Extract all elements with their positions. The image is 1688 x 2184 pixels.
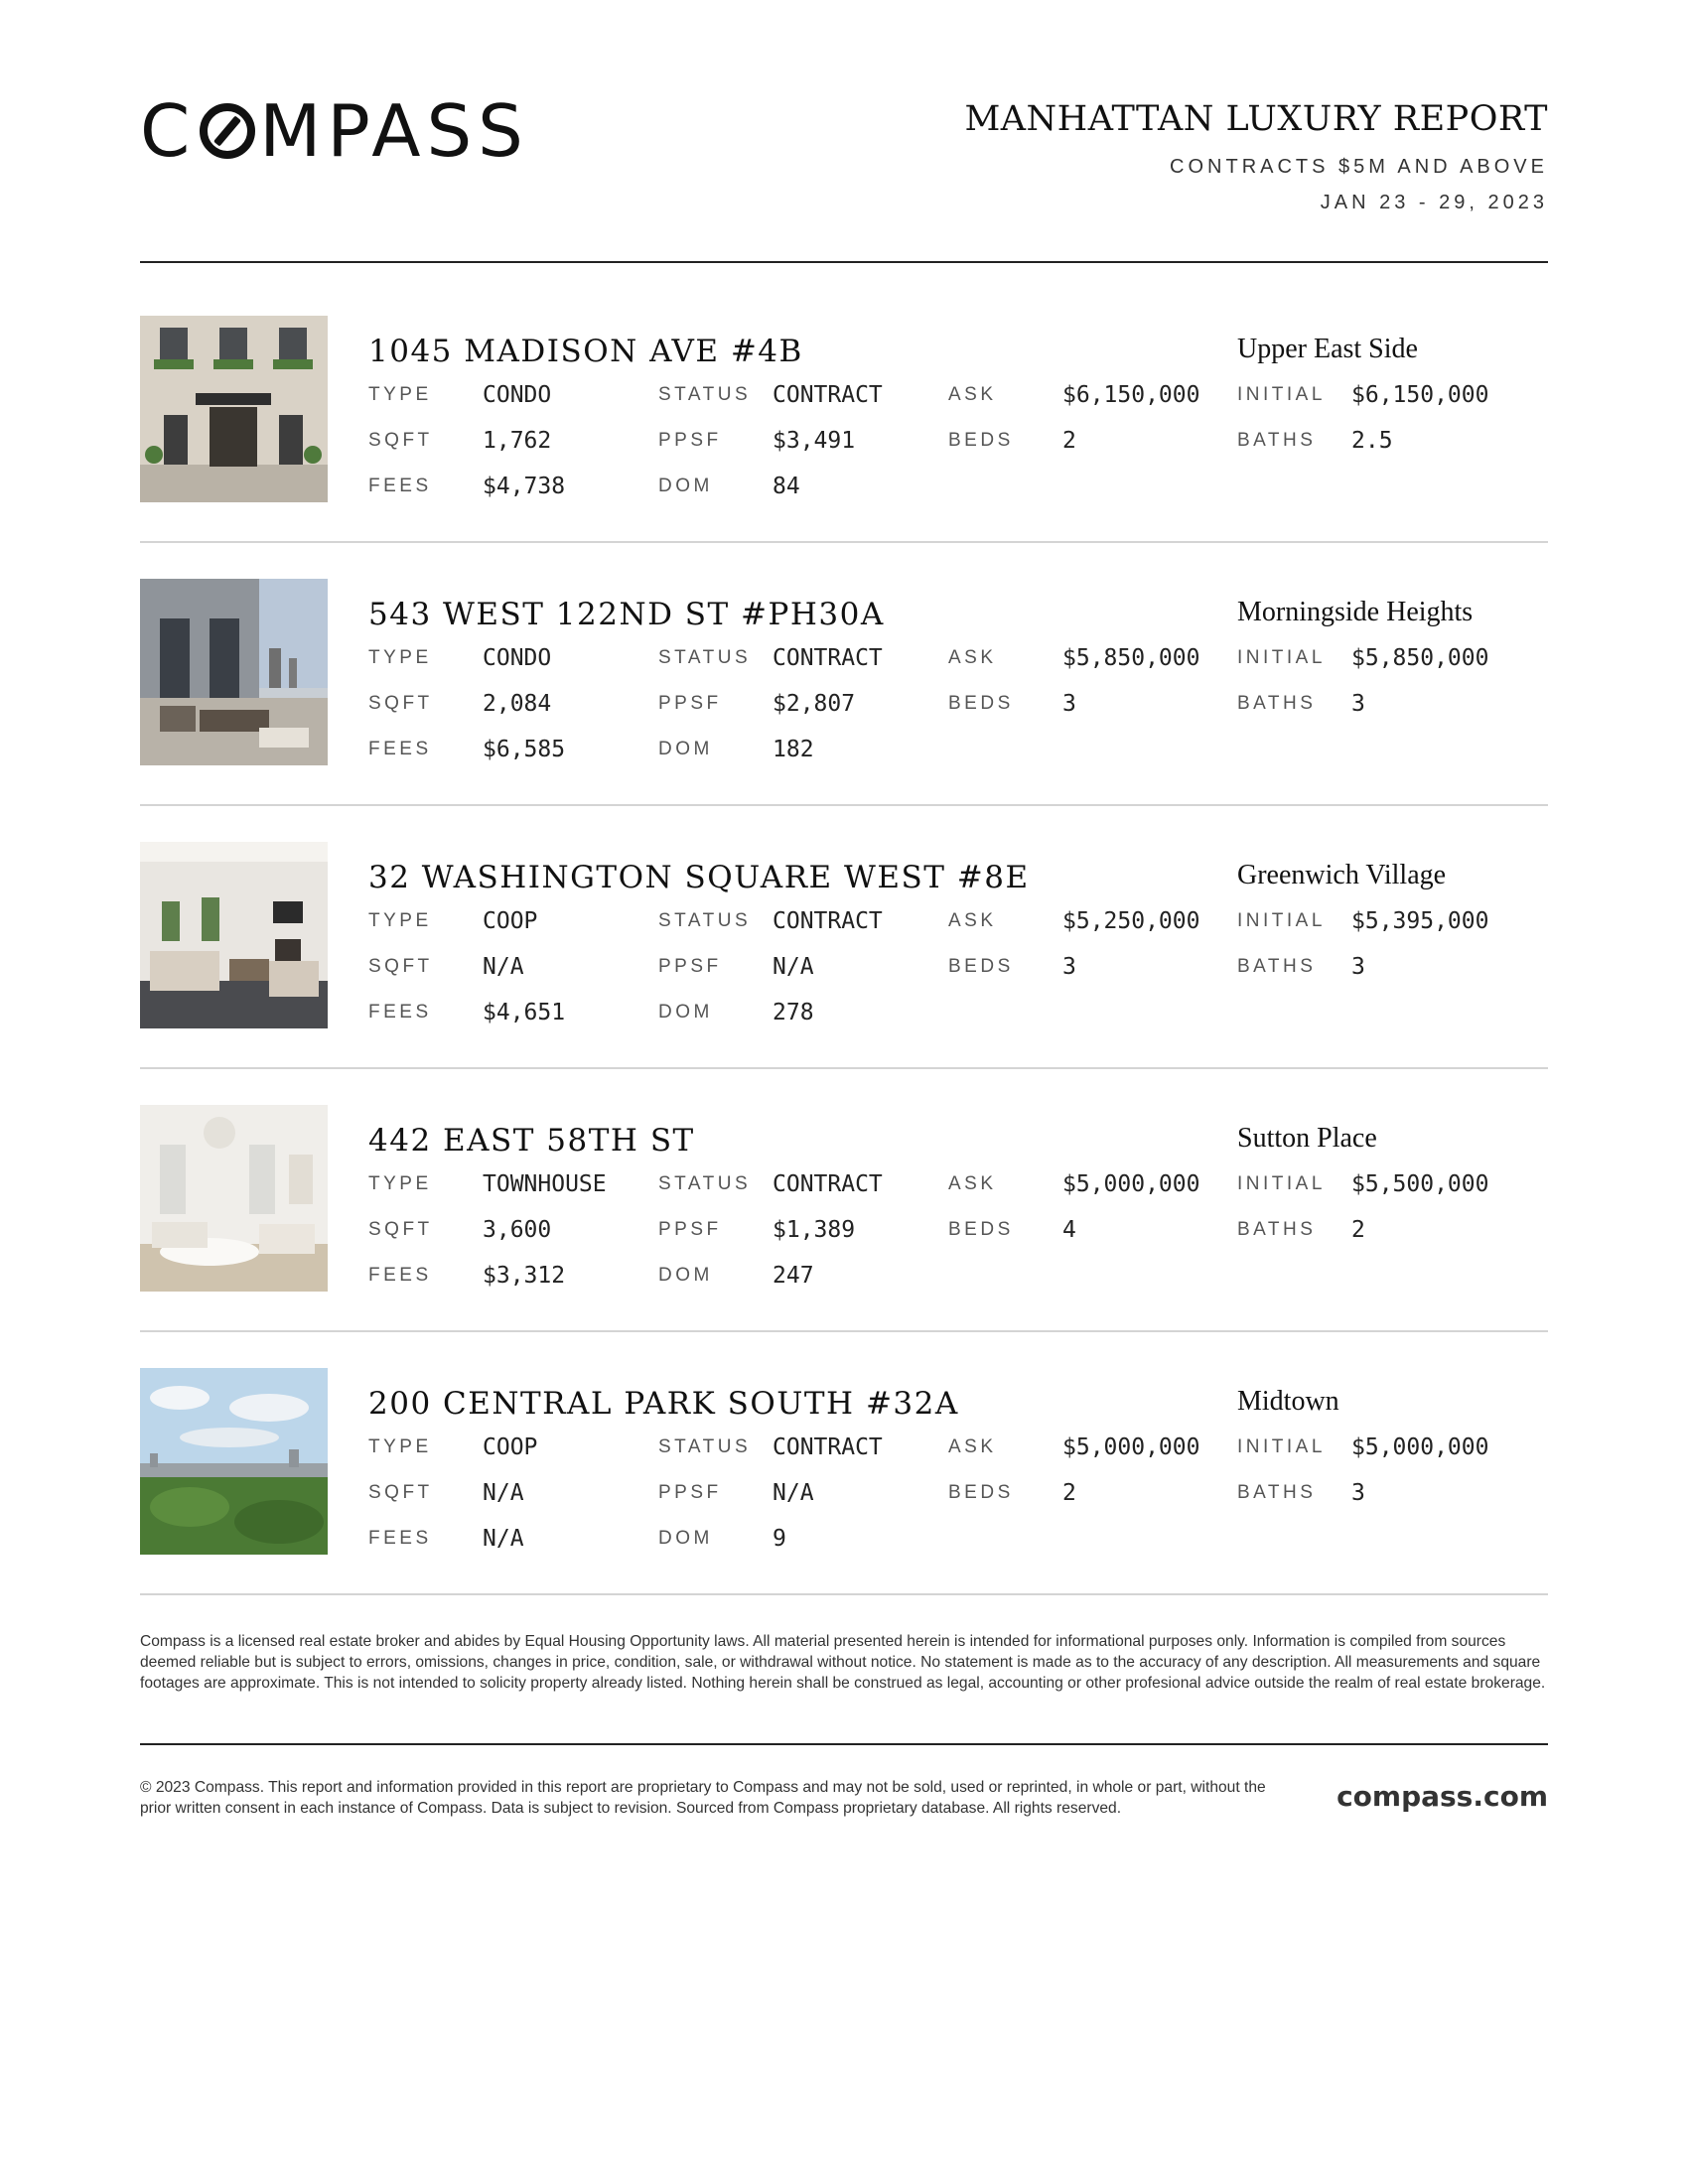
type-value: COOP [483, 1434, 538, 1460]
listing-neighborhood: Greenwich Village [1237, 860, 1447, 890]
initial-value: $5,500,000 [1351, 1171, 1489, 1197]
ask-value: $5,000,000 [1062, 1434, 1200, 1460]
fees-label: FEES [368, 739, 432, 759]
dom-label: DOM [658, 1265, 713, 1286]
dom-value: 182 [773, 737, 814, 762]
beds-value: 2 [1062, 1480, 1076, 1506]
baths-label: BATHS [1237, 430, 1317, 451]
beds-label: BEDS [948, 430, 1014, 451]
legal-disclaimer: Compass is a licensed real estate broker and abides by Equal Housing Opportunity laws. All material presented herein is intended for informational purposes only. Information is compiled from sources deemed reliable but is subject to errors, omissions, changes in price, condition, sale, or withdrawal without notice. No statement is made as to the accuracy of any description. All measurements and square footages are approximate. This is not intended to solicity property already listed. Nothing herein shall be construed as legal, accounting or other profesional advice outside the realm of real estate brokerage. [140, 1633, 1546, 1692]
type-label: TYPE [368, 384, 432, 405]
initial-value: $5,395,000 [1351, 908, 1489, 934]
listing-card [140, 1069, 1548, 1332]
compass-logo: C MPASS [140, 89, 529, 173]
ask-label: ASK [948, 1436, 997, 1457]
dom-label: DOM [658, 476, 713, 496]
status-label: STATUS [658, 384, 752, 405]
baths-value: 3 [1351, 691, 1365, 717]
fees-value: $4,738 [483, 474, 566, 499]
type-value: TOWNHOUSE [483, 1171, 607, 1197]
ask-label: ASK [948, 647, 997, 668]
fees-label: FEES [368, 1002, 432, 1023]
dom-value: 9 [773, 1526, 786, 1552]
report-subtitle: CONTRACTS $5M AND ABOVE [1170, 156, 1548, 178]
sqft-label: SQFT [368, 430, 433, 451]
status-value: CONTRACT [773, 908, 883, 934]
website-link[interactable]: compass.com [1336, 1780, 1548, 1813]
listing-divider [140, 1593, 1548, 1595]
status-label: STATUS [658, 1436, 752, 1457]
baths-value: 2.5 [1351, 428, 1393, 454]
fees-label: FEES [368, 1265, 432, 1286]
initial-label: INITIAL [1237, 1173, 1326, 1194]
baths-value: 2 [1351, 1217, 1365, 1243]
fees-label: FEES [368, 1528, 432, 1549]
listing-neighborhood: Sutton Place [1237, 1123, 1377, 1154]
baths-value: 3 [1351, 954, 1365, 980]
sqft-value: 2,084 [483, 691, 552, 717]
beds-value: 3 [1062, 954, 1076, 980]
ask-label: ASK [948, 384, 997, 405]
ask-label: ASK [948, 1173, 997, 1194]
beds-value: 3 [1062, 691, 1076, 717]
type-label: TYPE [368, 910, 432, 931]
status-label: STATUS [658, 910, 752, 931]
type-value: CONDO [483, 382, 552, 408]
initial-label: INITIAL [1237, 647, 1326, 668]
sqft-value: N/A [483, 1480, 524, 1506]
compass-o-icon [200, 103, 255, 159]
fees-value: $3,312 [483, 1263, 566, 1289]
status-label: STATUS [658, 1173, 752, 1194]
initial-value: $6,150,000 [1351, 382, 1489, 408]
dom-value: 247 [773, 1263, 814, 1289]
sqft-value: N/A [483, 954, 524, 980]
header-divider [140, 261, 1548, 263]
status-label: STATUS [658, 647, 752, 668]
listing-address: 442 EAST 58TH ST [368, 1123, 695, 1159]
listing-photo [140, 1368, 328, 1555]
ppsf-label: PPSF [658, 1482, 722, 1503]
listing-neighborhood: Upper East Side [1237, 334, 1418, 364]
initial-label: INITIAL [1237, 1436, 1326, 1457]
beds-label: BEDS [948, 1482, 1014, 1503]
fees-value: $4,651 [483, 1000, 566, 1025]
ppsf-value: N/A [773, 1480, 814, 1506]
dom-label: DOM [658, 1002, 713, 1023]
ask-value: $6,150,000 [1062, 382, 1200, 408]
listing-address: 1045 MADISON AVE #4B [368, 334, 803, 369]
listing-photo [140, 316, 328, 502]
beds-value: 2 [1062, 428, 1076, 454]
listing-card [140, 280, 1548, 543]
beds-label: BEDS [948, 956, 1014, 977]
listing-neighborhood: Midtown [1237, 1386, 1339, 1417]
sqft-label: SQFT [368, 956, 433, 977]
footer-divider [140, 1743, 1548, 1745]
listing-card [140, 543, 1548, 806]
listing-card [140, 806, 1548, 1069]
listing-address: 543 WEST 122ND ST #PH30A [368, 597, 885, 632]
sqft-value: 3,600 [483, 1217, 552, 1243]
listing-address: 200 CENTRAL PARK SOUTH #32A [368, 1386, 959, 1422]
baths-value: 3 [1351, 1480, 1365, 1506]
baths-label: BATHS [1237, 956, 1317, 977]
initial-label: INITIAL [1237, 384, 1326, 405]
listing-card [140, 1332, 1548, 1595]
initial-value: $5,000,000 [1351, 1434, 1489, 1460]
listing-photo [140, 842, 328, 1028]
type-value: COOP [483, 908, 538, 934]
dom-value: 278 [773, 1000, 814, 1025]
fees-label: FEES [368, 476, 432, 496]
listing-photo [140, 1105, 328, 1292]
ppsf-label: PPSF [658, 956, 722, 977]
ppsf-label: PPSF [658, 430, 722, 451]
ppsf-value: $3,491 [773, 428, 856, 454]
type-label: TYPE [368, 1173, 432, 1194]
baths-label: BATHS [1237, 1482, 1317, 1503]
beds-value: 4 [1062, 1217, 1076, 1243]
baths-label: BATHS [1237, 1219, 1317, 1240]
sqft-label: SQFT [368, 693, 433, 714]
ask-value: $5,250,000 [1062, 908, 1200, 934]
ask-value: $5,000,000 [1062, 1171, 1200, 1197]
status-value: CONTRACT [773, 1434, 883, 1460]
fees-value: N/A [483, 1526, 524, 1552]
status-value: CONTRACT [773, 1171, 883, 1197]
copyright-notice: © 2023 Compass. This report and information provided in this report are proprietary to Compass and may not be sold, used or reprinted, in whole or part, without the prior written consent in each instance of Compass. Data is subject to revision. Sourced from Compass proprietary database. All rights reserved. [140, 1779, 1266, 1817]
ppsf-value: $2,807 [773, 691, 856, 717]
listing-photo [140, 579, 328, 765]
report-date: JAN 23 - 29, 2023 [1320, 192, 1548, 213]
ppsf-value: $1,389 [773, 1217, 856, 1243]
type-value: CONDO [483, 645, 552, 671]
type-label: TYPE [368, 647, 432, 668]
sqft-value: 1,762 [483, 428, 552, 454]
dom-value: 84 [773, 474, 800, 499]
dom-label: DOM [658, 739, 713, 759]
beds-label: BEDS [948, 693, 1014, 714]
ppsf-value: N/A [773, 954, 814, 980]
listing-neighborhood: Morningside Heights [1237, 597, 1474, 627]
baths-label: BATHS [1237, 693, 1317, 714]
sqft-label: SQFT [368, 1219, 433, 1240]
status-value: CONTRACT [773, 382, 883, 408]
ppsf-label: PPSF [658, 693, 722, 714]
ppsf-label: PPSF [658, 1219, 722, 1240]
report-title: MANHATTAN LUXURY REPORT [964, 99, 1548, 139]
sqft-label: SQFT [368, 1482, 433, 1503]
status-value: CONTRACT [773, 645, 883, 671]
ask-label: ASK [948, 910, 997, 931]
beds-label: BEDS [948, 1219, 1014, 1240]
listing-address: 32 WASHINGTON SQUARE WEST #8E [368, 860, 1030, 895]
type-label: TYPE [368, 1436, 432, 1457]
report-page [140, 0, 1548, 2184]
dom-label: DOM [658, 1528, 713, 1549]
fees-value: $6,585 [483, 737, 566, 762]
initial-value: $5,850,000 [1351, 645, 1489, 671]
ask-value: $5,850,000 [1062, 645, 1200, 671]
initial-label: INITIAL [1237, 910, 1326, 931]
